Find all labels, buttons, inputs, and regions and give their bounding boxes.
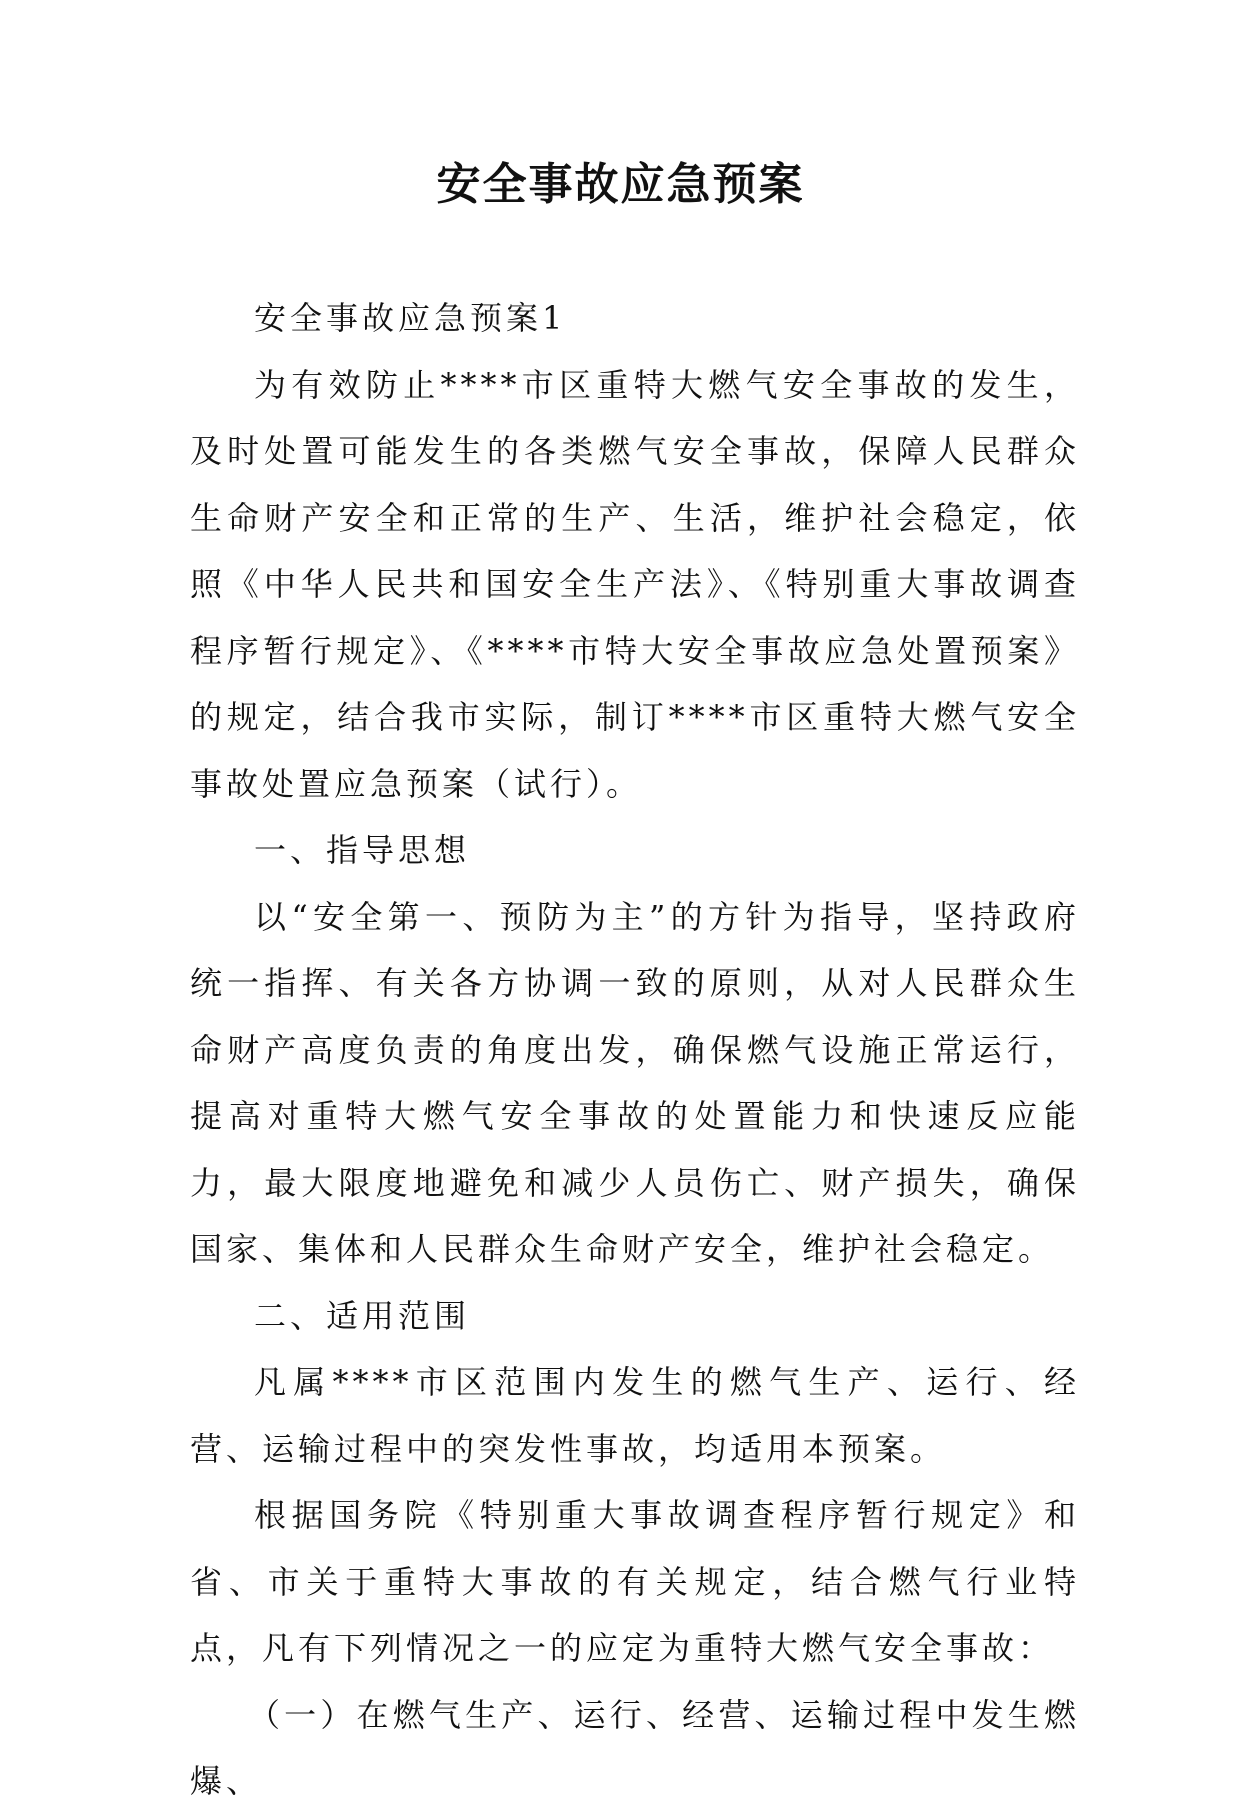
document-title: 安全事故应急预案 xyxy=(436,159,805,210)
section-heading-plan-1: 安全事故应急预案1 xyxy=(254,299,567,337)
paragraph-item-1: （一）在燃气生产、运行、经营、运输过程中发生燃爆、 xyxy=(190,1695,1080,1800)
section-heading-guiding-ideology: 一、指导思想 xyxy=(254,831,471,869)
document-body xyxy=(190,285,1080,1815)
paragraph-scope: 凡属****市区范围内发生的燃气生产、运行、经营、运输过程中的突发性事故，均适用本预案。 xyxy=(190,1363,1080,1468)
paragraph-guiding-ideology: 以“安全第一、预防为主”的方针为指导，坚持政府统一指挥、有关各方协调一致的原则，从对人民群众生命财产高度负责的角度出发，确保燃气设施正常运行，提高对重特大燃气安全事故的处置能力和快速反应能力，最大限度地避免和减少人员伤亡、财产损失，确保国家、集体和人民群众生命财产安全，维护社会稳定。 xyxy=(190,897,1080,1268)
paragraph-purpose: 为有效防止****市区重特大燃气安全事故的发生，及时处置可能发生的各类燃气安全事故，保障人民群众生命财产安全和正常的生产、生活，维护社会稳定，依照《中华人民共和国安全生产法》、《特别重大事故调查程序暂行规定》、《****市特大安全事故应急处置预案》的规定，结合我市实际，制订****市区重特大燃气安全事故处置应急预案（试行）。 xyxy=(190,365,1080,803)
paragraph-classification: 根据国务院《特别重大事故调查程序暂行规定》和省、市关于重特大事故的有关规定，结合燃气行业特点，凡有下列情况之一的应定为重特大燃气安全事故： xyxy=(190,1496,1080,1667)
section-heading-scope: 二、适用范围 xyxy=(254,1296,471,1335)
